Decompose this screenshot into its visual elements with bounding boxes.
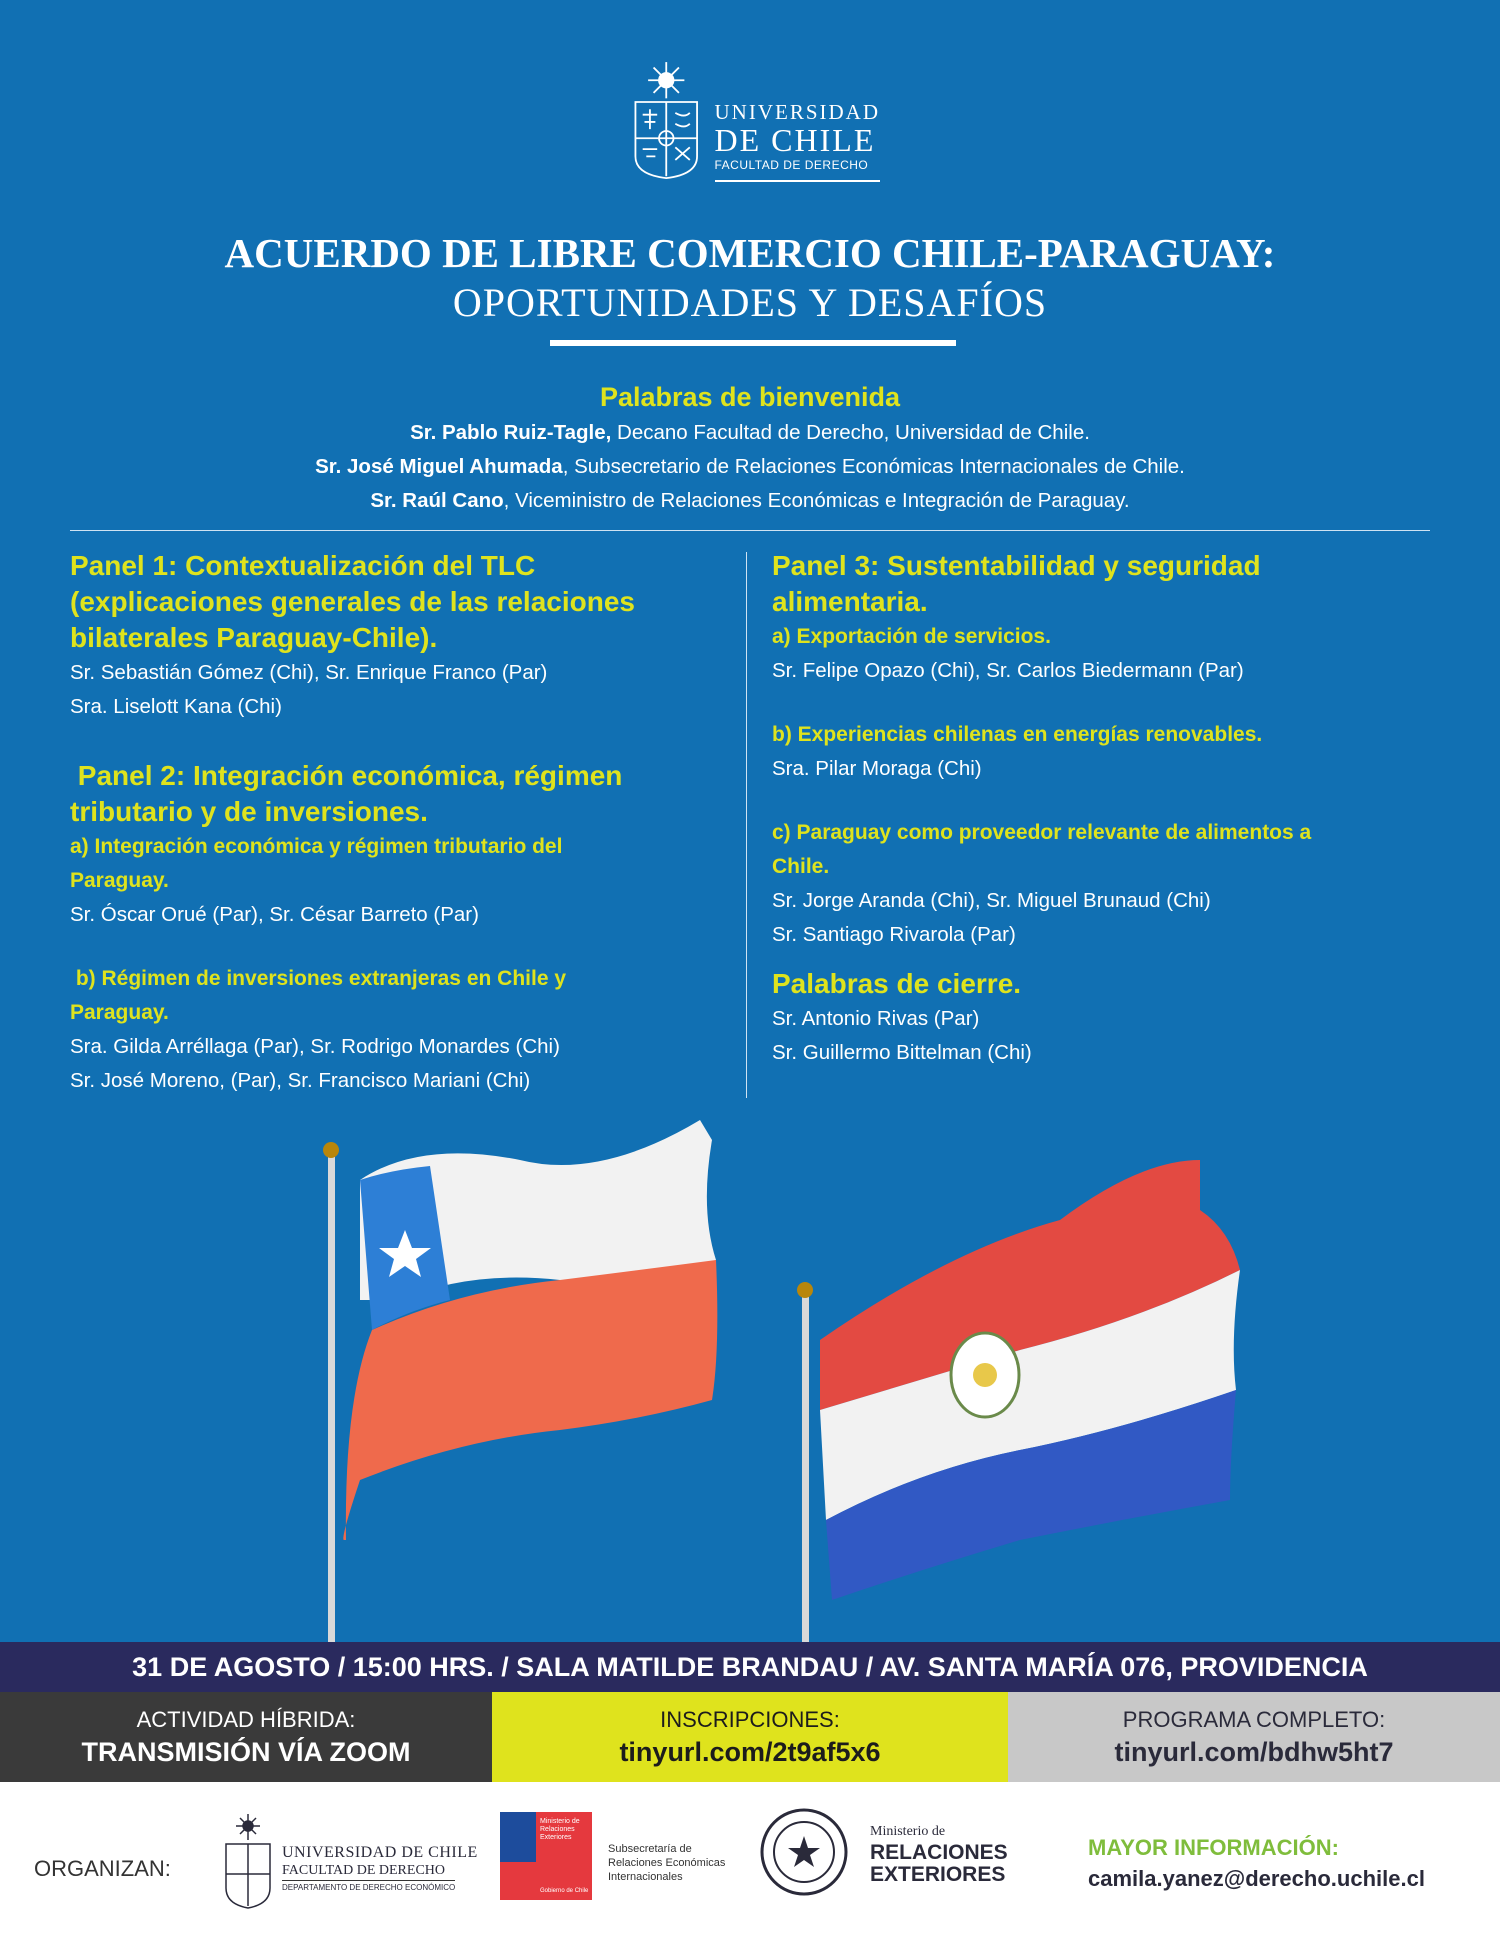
panelist: Sr. José Moreno, (Par), Sr. Francisco Mariani (Chi) [70, 1069, 531, 1092]
hybrid-value: TRANSMISIÓN VÍA ZOOM [81, 1737, 411, 1767]
university-crest-icon [630, 56, 703, 186]
speaker-name: Sr. José Miguel Ahumada [315, 455, 563, 478]
event-details-bar: 31 DE AGOSTO / 15:00 HRS. / SALA MATILDE BRANDAU / AV. SANTA MARÍA 076, PROVIDENCIA [0, 1642, 1500, 1692]
footer [0, 1782, 1500, 1941]
program-box [1008, 1692, 1500, 1782]
registration-label: INSCRIPCIONES: [660, 1707, 840, 1732]
panelist: Sr. Santiago Rivarola (Par) [772, 923, 1016, 946]
contact-email[interactable]: camila.yanez@derecho.uchile.cl [1088, 1866, 1425, 1891]
panel-2-title: Panel 2: Integración económica, régimen [70, 760, 623, 791]
panelist: Sr. Sebastián Gómez (Chi), Sr. Enrique Franco (Par) [70, 661, 548, 684]
mre-line-3: EXTERIORES [870, 1863, 1006, 1886]
column-divider [746, 552, 747, 1098]
badge-text: Ministerio de Relaciones Exteriores [540, 1818, 580, 1841]
closing-title: Palabras de cierre. [772, 968, 1022, 999]
speaker-role: , Subsecretario de Relaciones Económicas Internacionales de Chile. [562, 455, 1185, 478]
panel-3-subtopic-c: c) Paraguay como proveedor relevante de alimentos a [772, 821, 1312, 844]
flags-illustration [0, 1100, 1500, 1645]
logo-line-3: FACULTAD DE DERECHO [715, 158, 881, 182]
registration-link[interactable]: tinyurl.com/2t9af5x6 [619, 1737, 881, 1767]
section-divider [70, 530, 1430, 531]
university-crest-icon [222, 1812, 274, 1912]
title-divider [550, 340, 956, 346]
panelist: Sr. Felipe Opazo (Chi), Sr. Carlos Biedermann (Par) [772, 659, 1244, 682]
subrei-line-3: Internacionales [608, 1871, 683, 1883]
mre-line-2: RELACIONES [870, 1841, 1008, 1864]
mre-line-1: Ministerio de [870, 1824, 946, 1839]
universidad-de-chile-logo [630, 56, 880, 186]
program-right-column [772, 548, 1432, 1070]
hybrid-info-box [0, 1692, 492, 1782]
subrei-line-2: Relaciones Económicas [608, 1857, 726, 1869]
contact-label: MAYOR INFORMACIÓN: [1088, 1835, 1339, 1860]
speaker-name: Sr. Raúl Cano [370, 489, 504, 512]
program-left-column [70, 548, 720, 1098]
panel-2-title: tributario y de inversiones. [70, 796, 428, 827]
panel-2-subtopic-a: Paraguay. [70, 869, 169, 892]
panel-2-subtopic-b: b) Régimen de inversiones extranjeras en Chile y [70, 967, 567, 990]
speaker-role: Decano Facultad de Derecho, Universidad de Chile. [611, 421, 1090, 444]
panel-3-title: Panel 3: Sustentabilidad y seguridad [772, 550, 1261, 581]
mre-paraguay-logo [760, 1808, 1020, 1918]
panelist: Sr. Guillermo Bittelman (Chi) [772, 1041, 1032, 1064]
panel-3-subtopic-a: a) Exportación de servicios. [772, 625, 1051, 648]
panelist: Sra. Liselott Kana (Chi) [70, 695, 282, 718]
welcome-speaker [0, 416, 1500, 450]
subrei-line-1: Subsecretaría de [608, 1843, 692, 1855]
hybrid-label: ACTIVIDAD HÍBRIDA: [136, 1707, 356, 1732]
speaker-name: Sr. Pablo Ruiz-Tagle, [410, 421, 612, 444]
contact-info [1088, 1834, 1425, 1896]
panel-2-subtopic-a: a) Integración económica y régimen tributario del [70, 835, 563, 858]
badge-gov: Gobierno de Chile [540, 1888, 589, 1894]
title-line-1: ACUERDO DE LIBRE COMERCIO CHILE-PARAGUAY: [224, 230, 1276, 276]
organizers-label: ORGANIZAN: [34, 1856, 171, 1881]
info-row [0, 1692, 1500, 1782]
panel-3-subtopic-c: Chile. [772, 855, 830, 878]
welcome-section [0, 378, 1500, 518]
panel-3-title: alimentaria. [772, 586, 928, 617]
uchile-line-3: DEPARTAMENTO DE DERECHO ECONÓMICO [282, 1880, 455, 1892]
title-line-2: OPORTUNIDADES Y DESAFÍOS [452, 280, 1048, 325]
subrei-logo [500, 1812, 750, 1912]
uchile-line-1: UNIVERSIDAD DE CHILE [282, 1844, 478, 1861]
panel-3-subtopic-b: b) Experiencias chilenas en energías renovables. [772, 723, 1263, 746]
subrei-text [608, 1842, 725, 1884]
uchile-line-2: FACULTAD DE DERECHO [282, 1863, 445, 1878]
gobierno-de-chile-badge [500, 1812, 592, 1900]
paraguay-flag [797, 1160, 1240, 1645]
panel-1-title: Panel 1: Contextualización del TLC [70, 550, 536, 581]
panel-1-title: bilaterales Paraguay-Chile). [70, 622, 438, 653]
registration-box [492, 1692, 1008, 1782]
welcome-heading: Palabras de bienvenida [599, 382, 901, 412]
panel-2-subtopic-b: Paraguay. [70, 1001, 169, 1024]
uchile-footer-logo [222, 1812, 482, 1912]
panelist: Sra. Gilda Arréllaga (Par), Sr. Rodrigo Monardes (Chi) [70, 1035, 560, 1058]
welcome-speaker [0, 484, 1500, 518]
event-title [0, 228, 1500, 328]
panelist: Sra. Pilar Moraga (Chi) [772, 757, 982, 780]
paraguay-seal-icon [760, 1808, 848, 1896]
logo-line-2: DE CHILE [714, 122, 876, 158]
panel-1-title: (explicaciones generales de las relaciones [70, 586, 635, 617]
welcome-speaker [0, 450, 1500, 484]
chile-flag [323, 1120, 717, 1645]
program-label: PROGRAMA COMPLETO: [1122, 1707, 1386, 1732]
logo-line-1: UNIVERSIDAD [714, 100, 880, 124]
panelist: Sr. Jorge Aranda (Chi), Sr. Miguel Brunaud (Chi) [772, 889, 1211, 912]
program-link[interactable]: tinyurl.com/bdhw5ht7 [1114, 1737, 1394, 1767]
panelist: Sr. Óscar Orué (Par), Sr. César Barreto (Par) [70, 903, 479, 926]
speaker-role: , Viceministro de Relaciones Económicas e Integración de Paraguay. [503, 489, 1130, 512]
panelist: Sr. Antonio Rivas (Par) [772, 1007, 980, 1030]
